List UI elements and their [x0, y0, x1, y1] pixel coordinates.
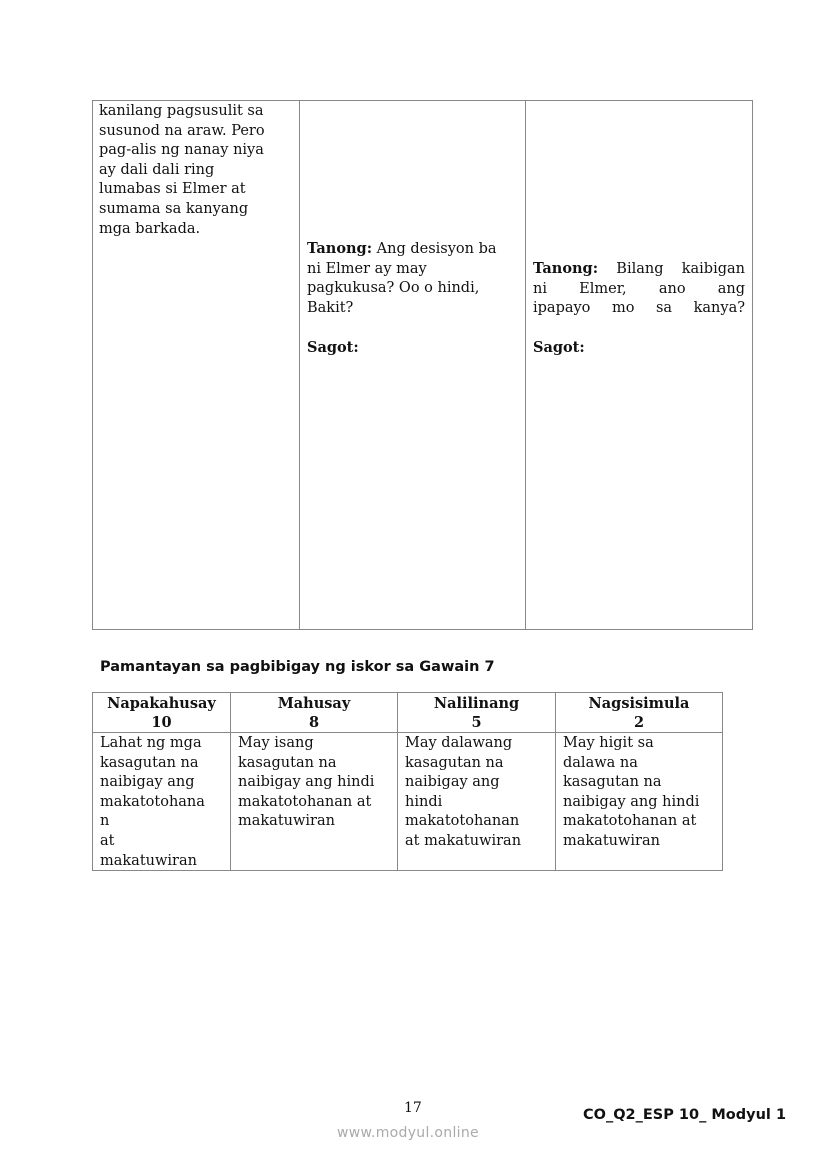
- question-text: pagkukusa? Oo o hindi,: [307, 280, 480, 297]
- question-label: Tanong:: [533, 260, 599, 277]
- rubric-header-cell: [555, 692, 723, 733]
- question-1: [307, 239, 497, 358]
- story-line: lumabas si Elmer at: [99, 181, 246, 198]
- question-line: [533, 259, 745, 280]
- description-line: naibigay ang hindi: [563, 793, 700, 810]
- page-number: 17: [404, 1100, 422, 1116]
- description-line: kasagutan na: [563, 774, 662, 791]
- description-line: naibigay ang: [405, 774, 500, 791]
- rubric-score: 8: [308, 714, 320, 731]
- rubric-heading: Pamantayan sa pagbibigay ng iskor sa Gawain 7: [100, 659, 495, 675]
- blank-line: [533, 319, 745, 339]
- question-text: Bakit?: [307, 299, 354, 316]
- question-text: Bilang kaibigan: [598, 261, 745, 277]
- description-line: makatotohanan at: [563, 813, 697, 830]
- story-line: susunod na araw. Pero: [99, 122, 265, 139]
- story-cell: [92, 100, 300, 630]
- story-line: mga barkada.: [99, 220, 201, 237]
- description-line: makatotohanan at: [238, 793, 372, 810]
- description-line: dalawa na: [563, 754, 638, 771]
- description-line: May higit sa: [563, 735, 654, 751]
- question-line: [307, 260, 497, 280]
- description-line: kasagutan na: [100, 754, 199, 771]
- description-line: Lahat ng mga: [100, 735, 202, 751]
- question-line: [307, 279, 497, 299]
- description-line: makatuwiran: [238, 813, 335, 830]
- question-line: [307, 239, 497, 260]
- answer-label: Sagot:: [307, 338, 359, 356]
- description-line: May dalawang: [405, 735, 513, 751]
- question-text: Ang desisyon ba: [372, 241, 497, 257]
- description-line: makatotohanan: [405, 813, 520, 830]
- question-text: ni Elmer, ano ang: [533, 280, 745, 297]
- module-code: CO_Q2_ESP 10_ Modyul 1: [583, 1107, 787, 1123]
- question-1-cell: [299, 100, 526, 630]
- description-line: hindi: [405, 793, 443, 810]
- rubric-description: [100, 734, 205, 871]
- description-line: at: [100, 832, 115, 849]
- answer-label: Sagot:: [533, 339, 585, 357]
- rubric-body-cell: [92, 732, 231, 871]
- description-line: May isang: [238, 735, 314, 751]
- rubric-level: Nalilinang: [433, 695, 520, 712]
- rubric-score: 2: [633, 714, 645, 731]
- rubric-body-cell: [555, 732, 723, 871]
- question-2-cell: [525, 100, 753, 630]
- rubric-body-cell: [230, 732, 398, 871]
- watermark: www.modyul.online: [337, 1125, 479, 1141]
- rubric-header-cell: [397, 692, 556, 733]
- rubric-description: [238, 734, 374, 832]
- rubric-level: Napakahusay: [107, 695, 216, 712]
- question-text: ni Elmer ay may: [307, 260, 427, 277]
- description-line: makatuwiran: [100, 852, 197, 869]
- description-line: n: [100, 813, 110, 830]
- rubric-description: [563, 734, 699, 852]
- rubric-score: 5: [471, 714, 482, 731]
- description-line: naibigay ang hindi: [238, 774, 375, 791]
- rubric-level: Mahusay: [277, 695, 351, 712]
- story-line: pag-alis ng nanay niya: [99, 142, 264, 159]
- description-line: kasagutan na: [405, 754, 504, 771]
- story-text: [99, 102, 265, 239]
- question-line: [307, 299, 497, 319]
- rubric-description: [405, 734, 521, 852]
- question-text: ipapayo mo sa kanya?: [533, 300, 745, 317]
- description-line: naibigay ang: [100, 774, 195, 791]
- rubric-header-cell: [92, 692, 231, 733]
- story-line: sumama sa kanyang: [99, 200, 249, 217]
- description-line: makatuwiran: [563, 832, 660, 849]
- question-line: [533, 280, 745, 300]
- description-line: at makatuwiran: [405, 832, 522, 849]
- description-line: makatotohana: [100, 793, 205, 810]
- description-line: kasagutan na: [238, 754, 337, 771]
- story-line: kanilang pagsusulit sa: [99, 103, 264, 119]
- rubric-level: Nagsisimula: [588, 695, 690, 712]
- rubric-header-cell: [230, 692, 398, 733]
- story-line: ay dali dali ring: [99, 161, 215, 178]
- question-2: [533, 259, 745, 358]
- rubric-score: 10: [151, 714, 172, 731]
- question-line: [533, 299, 745, 319]
- blank-line: [307, 318, 497, 338]
- question-label: Tanong:: [307, 240, 373, 257]
- rubric-body-cell: [397, 732, 556, 871]
